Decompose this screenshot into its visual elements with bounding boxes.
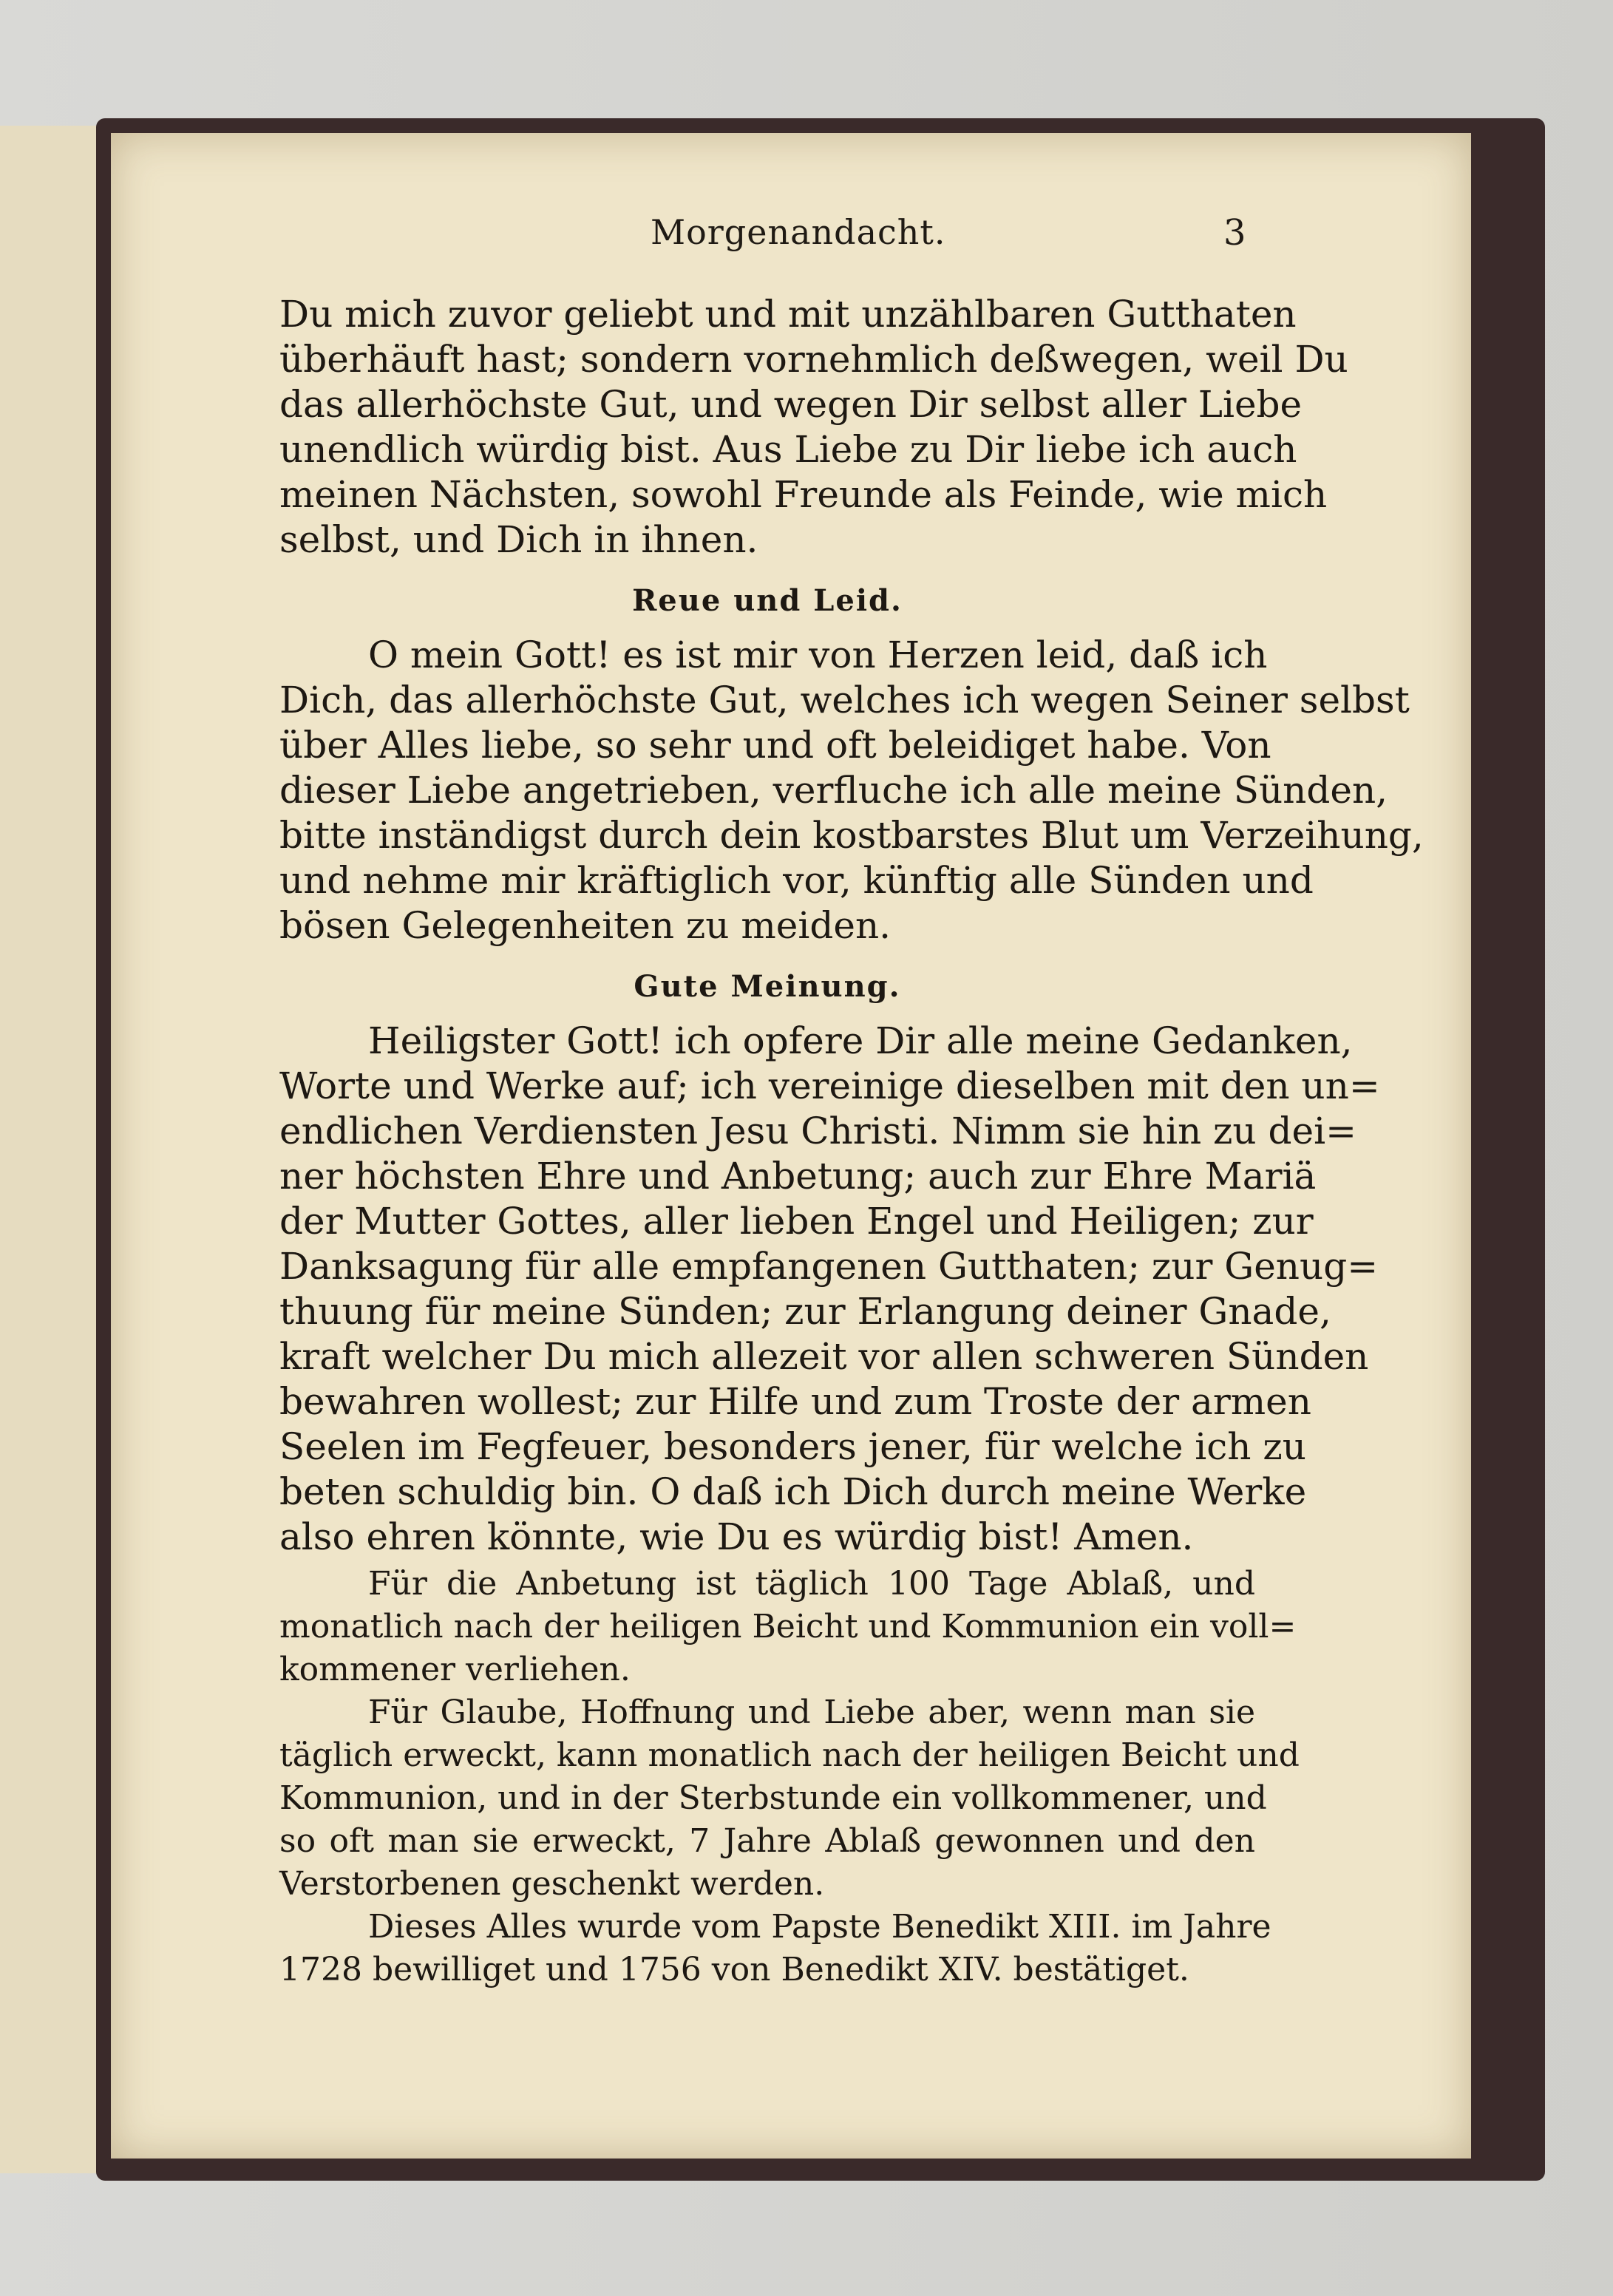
text-line: unendlich würdig bist. Aus Liebe zu Dir liebe ich auch (279, 428, 1297, 471)
text-line: Worte und Werke auf; ich vereinige dieselben mit den un= (279, 1064, 1380, 1107)
text-line: ner höchsten Ehre und Anbetung; auch zur Ehre Mariä (279, 1155, 1317, 1198)
section-heading-reue: Reue und Leid. (632, 583, 903, 618)
text-line: der Mutter Gottes, aller lieben Engel und Heiligen; zur (279, 1200, 1314, 1243)
text-line: so oft man sie erweckt, 7 Jahre Ablaß gewonnen und den (279, 1822, 1255, 1860)
text-line: und nehme mir kräftiglich vor, künftig alle Sünden und (279, 859, 1314, 902)
note-3 (279, 1906, 1271, 1991)
text-line: das allerhöchste Gut, und wegen Dir selbst aller Liebe (279, 383, 1303, 426)
section-heading-meinung: Gute Meinung. (634, 969, 901, 1004)
text-line: Dich, das allerhöchste Gut, welches ich wegen Seiner selbst (279, 679, 1410, 721)
paragraph-3 (279, 1019, 1380, 1560)
text-line: meinen Nächsten, sowohl Freunde als Feinde, wie mich (279, 473, 1328, 516)
text-line: Seelen im Fegfeuer, besonders jener, für welche ich zu (279, 1425, 1306, 1468)
text-line: bewahren wollest; zur Hilfe und zum Troste der armen (279, 1380, 1311, 1423)
text-line: Dieses Alles wurde vom Papste Benedikt XIII. im Jahre (368, 1908, 1271, 1946)
text-line: bitte inständigst durch dein kostbarstes Blut um Verzeihung, (279, 814, 1424, 857)
text-line: Für die Anbetung ist täglich 100 Tage Ablaß, und (368, 1565, 1255, 1603)
text-line: Verstorbenen geschenkt werden. (279, 1865, 825, 1903)
text-line: beten schuldig bin. O daß ich Dich durch meine Werke (279, 1470, 1307, 1513)
text-line: Du mich zuvor geliebt und mit unzählbaren Gutthaten (279, 293, 1297, 336)
text-line: Heiligster Gott! ich opfere Dir alle meine Gedanken, (368, 1019, 1353, 1062)
text-line: Für Glaube, Hoffnung und Liebe aber, wenn man sie (368, 1694, 1255, 1731)
running-head (0, 212, 1613, 257)
text-line: kraft welcher Du mich allezeit vor allen schweren Sünden (279, 1335, 1369, 1378)
text-line: täglich erweckt, kann monatlich nach der heiligen Beicht und (279, 1736, 1300, 1774)
text-line: O mein Gott! es ist mir von Herzen leid, daß ich (368, 634, 1268, 676)
running-head-title: Morgenandacht. (651, 212, 946, 252)
text-line: monatlich nach der heiligen Beicht und Kommunion ein voll= (279, 1608, 1297, 1645)
text-line: 1728 bewilliget und 1756 von Benedikt XIV. bestätiget. (279, 1951, 1189, 1988)
text-line: Kommunion, und in der Sterbstunde ein vollkommener, und (279, 1779, 1267, 1817)
text-line: thuung für meine Sünden; zur Erlangung deiner Gnade, (279, 1290, 1331, 1333)
text-line: dieser Liebe angetrieben, verfluche ich alle meine Sünden, (279, 769, 1388, 812)
note-1 (279, 1563, 1297, 1691)
text-line: bösen Gelegenheiten zu meiden. (279, 904, 892, 947)
text-line: selbst, und Dich in ihnen. (279, 518, 758, 561)
paragraph-2 (279, 633, 1424, 948)
note-2 (279, 1691, 1300, 1906)
text-line: endlichen Verdiensten Jesu Christi. Nimm sie hin zu dei= (279, 1110, 1356, 1152)
text-line: also ehren könnte, wie Du es würdig bist! Amen. (279, 1515, 1194, 1558)
paragraph-1 (279, 292, 1348, 563)
text-line: über Alles liebe, so sehr und oft beleidiget habe. Von (279, 724, 1271, 767)
text-line: überhäuft hast; sondern vornehmlich deßwegen, weil Du (279, 338, 1348, 381)
text-line: kommener verliehen. (279, 1651, 631, 1688)
page-number: 3 (1223, 212, 1246, 254)
text-line: Danksagung für alle empfangenen Gutthaten; zur Genug= (279, 1245, 1379, 1288)
page-body (279, 292, 1424, 1991)
